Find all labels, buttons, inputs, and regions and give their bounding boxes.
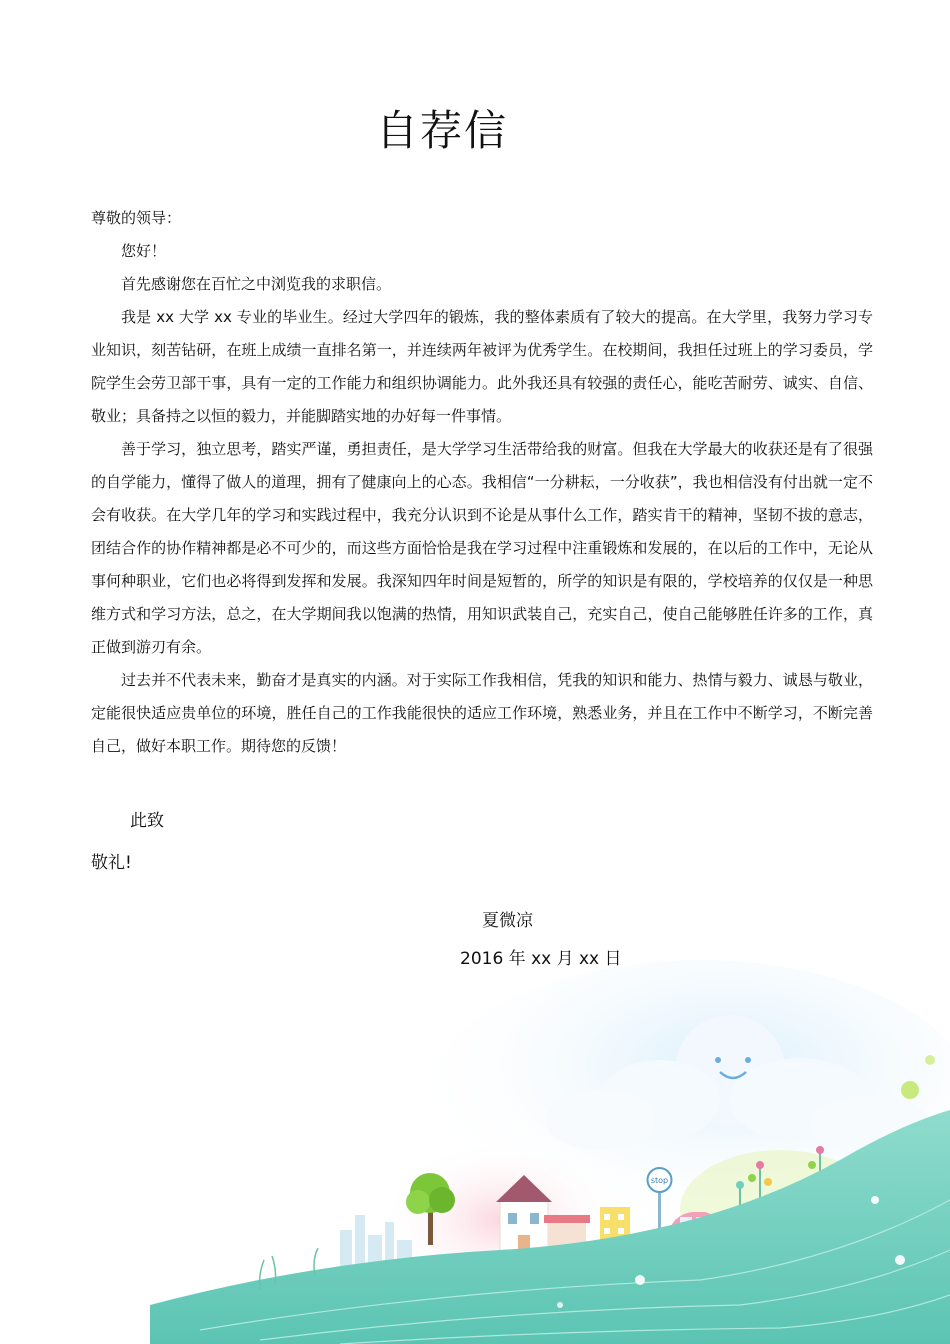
thanks-paragraph: 首先感谢您在百忙之中浏览我的求职信。 (121, 275, 392, 293)
closing-line-1: 此致 (130, 811, 164, 831)
future-paragraph: 过去并不代表未来，勤奋才是真实的内涵。对于实际工作我相信，凭我的知识和能力、热情与毅力、诚恳与敬业，定能很快适应贵单位的环境，胜任自己的工作我能很快的适应工作环境，熟悉业务，并且在工作中不断学习，不断完善自己，做好本职工作。期待您的反馈！ (91, 671, 873, 755)
letter-body (91, 235, 873, 763)
closing-line-2: 敬礼! (91, 853, 132, 873)
letter-date: 2016 年 xx 月 xx 日 (460, 949, 622, 969)
decor-dot (925, 1055, 935, 1065)
decorative-landscape-illustration (140, 960, 950, 1344)
greeting-paragraph: 您好！ (121, 242, 167, 260)
decor-dot (901, 1081, 919, 1099)
stop-sign-text: stop (650, 1176, 669, 1185)
learning-paragraph: 善于学习，独立思考，踏实严谨，勇担责任，是大学学习生活带给我的财富。但我在大学最大的收获还是有了很强的自学能力，懂得了做人的道理，拥有了健康向上的心态。我相信“一分耕耘，一分收获”，我也相信没有付出就一定不会有收获。在大学几年的学习和实践过程中，我充分认识到不论是从事什么工作，踏实肯干的精神，坚韧不拔的意志，团结合作的协作精神都是必不可少的，而这些方面恰恰是我在学习过程中注重锻炼和发展的，在以后的工作中，无论从事何种职业，它们也必将得到发挥和发展。我深知四年时间是短暂的，所学的知识是有限的，学校培养的仅仅是一种思维方式和学习方法，总之，在大学期间我以饱满的热情，用知识武装自己，充实自己，使自己能够胜任许多的工作，真正做到游刃有余。 (91, 440, 873, 656)
intro-paragraph: 我是 xx 大学 xx 专业的毕业生。经过大学四年的锻炼，我的整体素质有了较大的提高。在大学里，我努力学习专业知识，刻苦钻研，在班上成绩一直排名第一，并连续两年被评为优秀学生。在校期间，我担任过班上的学习委员，学院学生会劳卫部干事，具有一定的工作能力和组织协调能力。此外我还具有较强的责任心，能吃苦耐劳、诚实、自信、敬业；具备持之以恒的毅力，并能脚踏实地的办好每一件事情。 (91, 308, 873, 425)
page-title: 自荐信 (375, 106, 508, 155)
signer-name: 夏微凉 (482, 911, 533, 931)
salutation: 尊敬的领导： (91, 209, 182, 227)
